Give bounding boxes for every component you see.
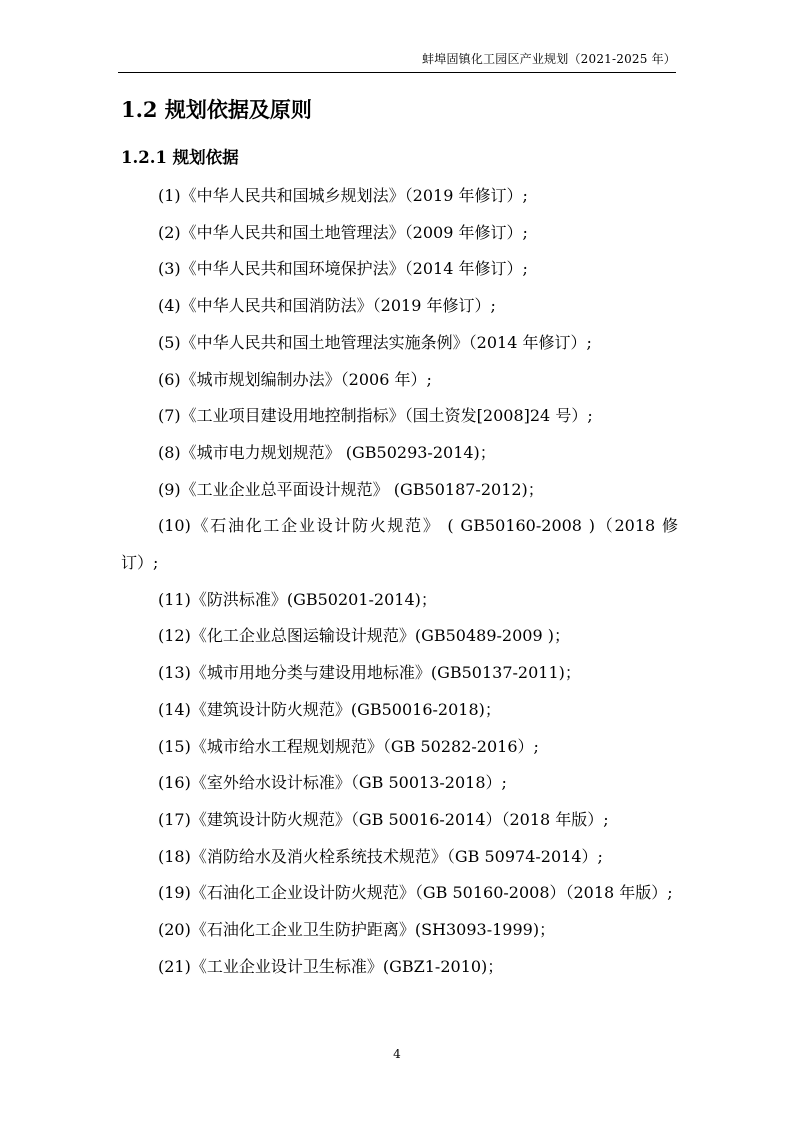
reference-item-15: (15)《城市给水工程规划规范》（GB 50282-2016）; [158,736,539,756]
section-title: 1.2 规划依据及原则 [121,97,312,122]
reference-item-17: (17)《建筑设计防火规范》（GB 50016-2014）（2018 年版）; [158,809,609,829]
reference-item-1: (1)《中华人民共和国城乡规划法》（2019 年修订）; [158,186,528,205]
reference-item-9: (9)《工业企业总平面设计规范》 (GB50187-2012)； [158,479,544,499]
reference-item-2: (2)《中华人民共和国土地管理法》（2009 年修订）; [158,222,528,242]
reference-item-6: (6)《城市规划编制办法》（2006 年）; [158,369,432,389]
running-header: 蚌埠固镇化工园区产业规划（2021-2025 年） [422,52,676,66]
reference-item-13: (13)《城市用地分类与建设用地标准》(GB50137-2011)； [158,663,581,683]
reference-item-20: (20)《石油化工企业卫生防护距离》(SH3093-1999)； [158,920,556,940]
reference-item-3: (3)《中华人民共和国环境保护法》（2014 年修订）; [158,259,528,279]
page-number: 4 [393,1047,401,1061]
reference-item-7: (7)《工业项目建设用地控制指标》（国土资发[2008]24 号）; [158,406,593,426]
header-divider [118,72,676,73]
reference-item-8: (8)《城市电力规划规范》 (GB50293-2014)； [158,442,496,462]
reference-item-16: (16)《室外给水设计标准》（GB 50013-2018）; [158,773,507,793]
reference-item-18: (18)《消防给水及消火栓系统技术规范》（GB 50974-2014）; [158,846,603,866]
reference-item-12: (12)《化工企业总图运输设计规范》(GB50489-2009 )； [158,626,570,646]
reference-item-10: (10)《石油化工企业设计防火规范》 ( GB50160-2008 )（2018 修订）; [121,516,678,573]
reference-item-5: (5)《中华人民共和国土地管理法实施条例》（2014 年修订）; [158,332,592,352]
reference-item-4: (4)《中华人民共和国消防法》（2019 年修订）; [158,296,496,316]
reference-item-21: (21)《工业企业设计卫生标准》(GBZ1-2010)； [158,956,504,976]
reference-list [121,178,678,985]
reference-item-11: (11)《防洪标准》(GB50201-2014)； [158,589,437,609]
reference-item-14: (14)《建筑设计防火规范》(GB50016-2018)； [158,699,501,719]
reference-item-19: (19)《石油化工企业设计防火规范》（GB 50160-2008）（2018 年版）; [158,883,673,903]
subsection-title: 1.2.1 规划依据 [121,148,239,167]
